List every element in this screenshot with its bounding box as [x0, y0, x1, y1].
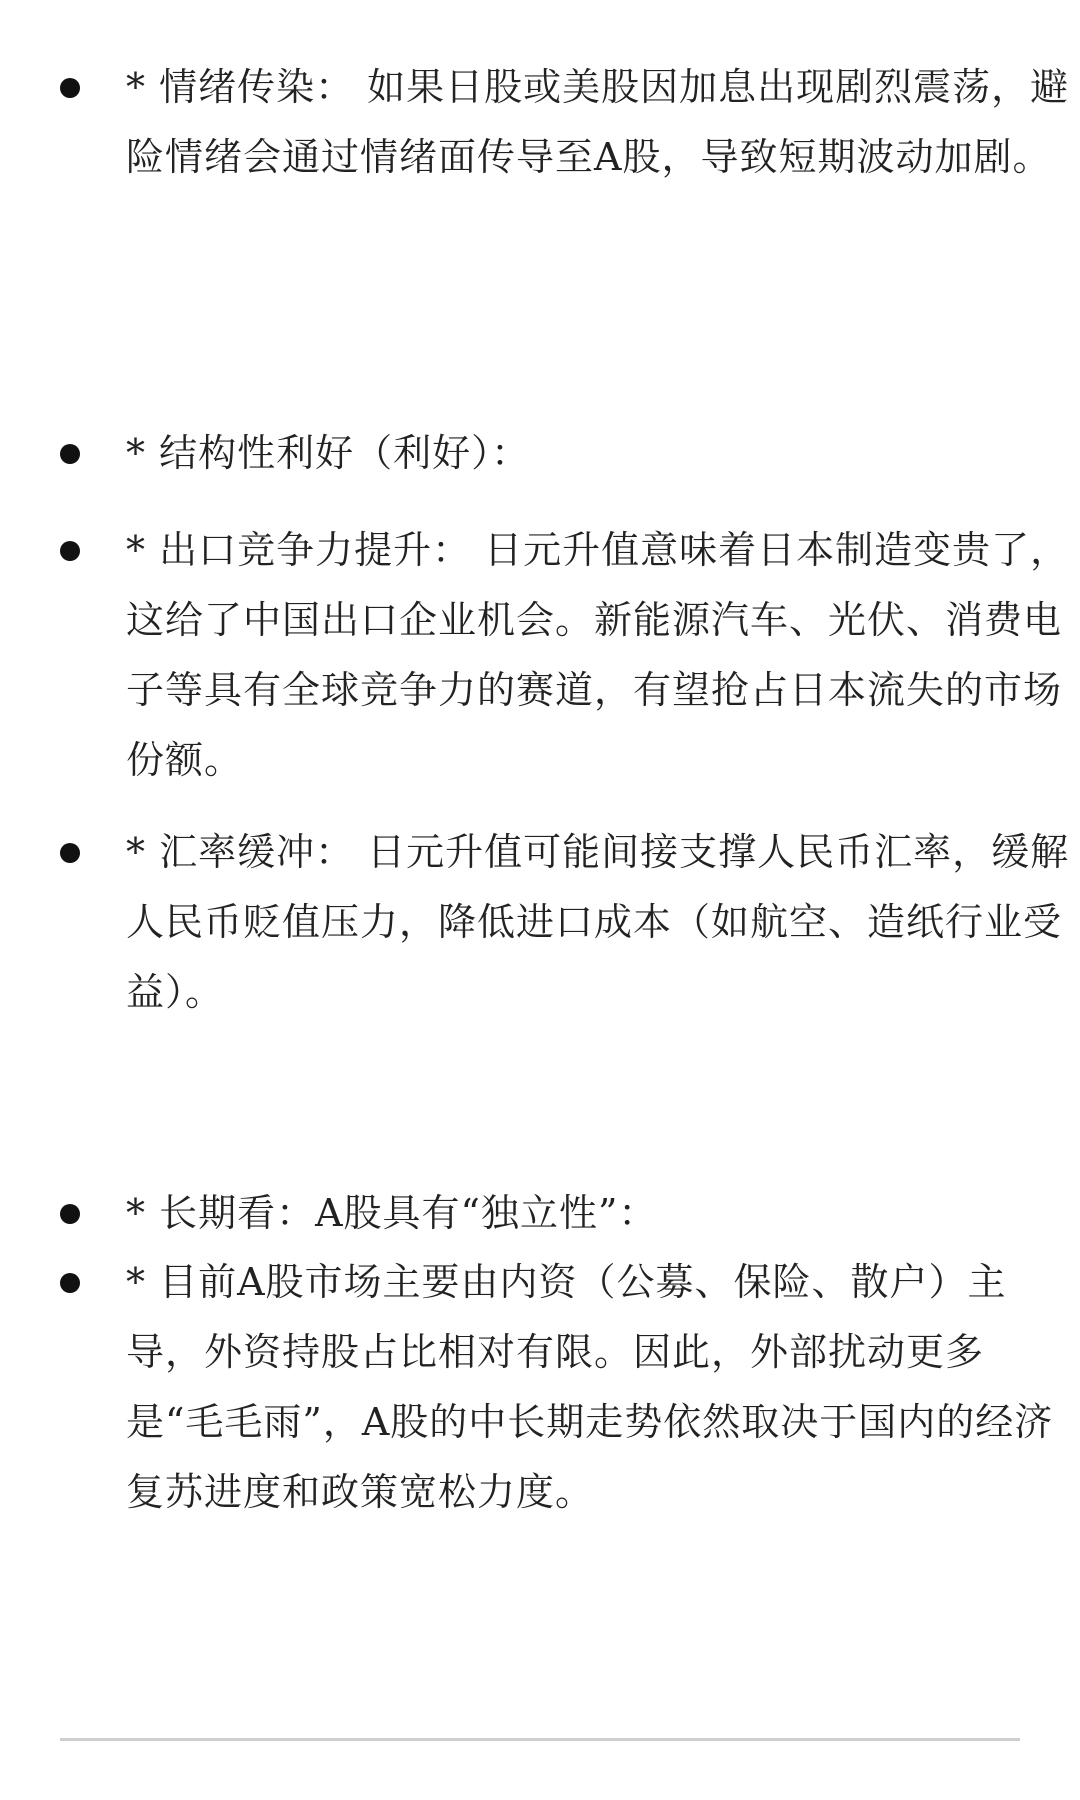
list-item-text: * 结构性利好（利好）： [126, 431, 531, 475]
list-item-text: * 汇率缓冲： 日元升值可能间接支撑人民币汇率，缓解人民币贬值压力，降低进口成本（如航空、造纸行业受益）。 [126, 830, 1070, 1014]
bullet-icon [60, 843, 80, 863]
list-item-text: * 情绪传染： 如果日股或美股因加息出现剧烈震荡，避险情绪会通过情绪面传导至A股，导致短期波动加剧。 [126, 65, 1070, 179]
list-item-text: * 目前A股市场主要由内资（公募、保险、散户）主导，外资持股占比相对有限。因此，外部扰动更多是“毛毛雨”，A股的中长期走势依然取决于国内的经济复苏进度和政策宽松力度。 [126, 1260, 1054, 1514]
section-divider [60, 1738, 1020, 1741]
bullet-icon [60, 1273, 80, 1293]
bullet-icon [60, 1204, 80, 1224]
bullet-icon [60, 444, 80, 464]
list-item-text: * 出口竞争力提升： 日元升值意味着日本制造变贵了，这给了中国出口企业机会。新能源汽车、光伏、消费电子等具有全球竞争力的赛道，有望抢占日本流失的市场份额。 [126, 528, 1070, 782]
bullet-icon [60, 541, 80, 561]
bullet-icon [60, 78, 80, 98]
list-item-text: * 长期看：A股具有“独立性”： [126, 1191, 658, 1235]
